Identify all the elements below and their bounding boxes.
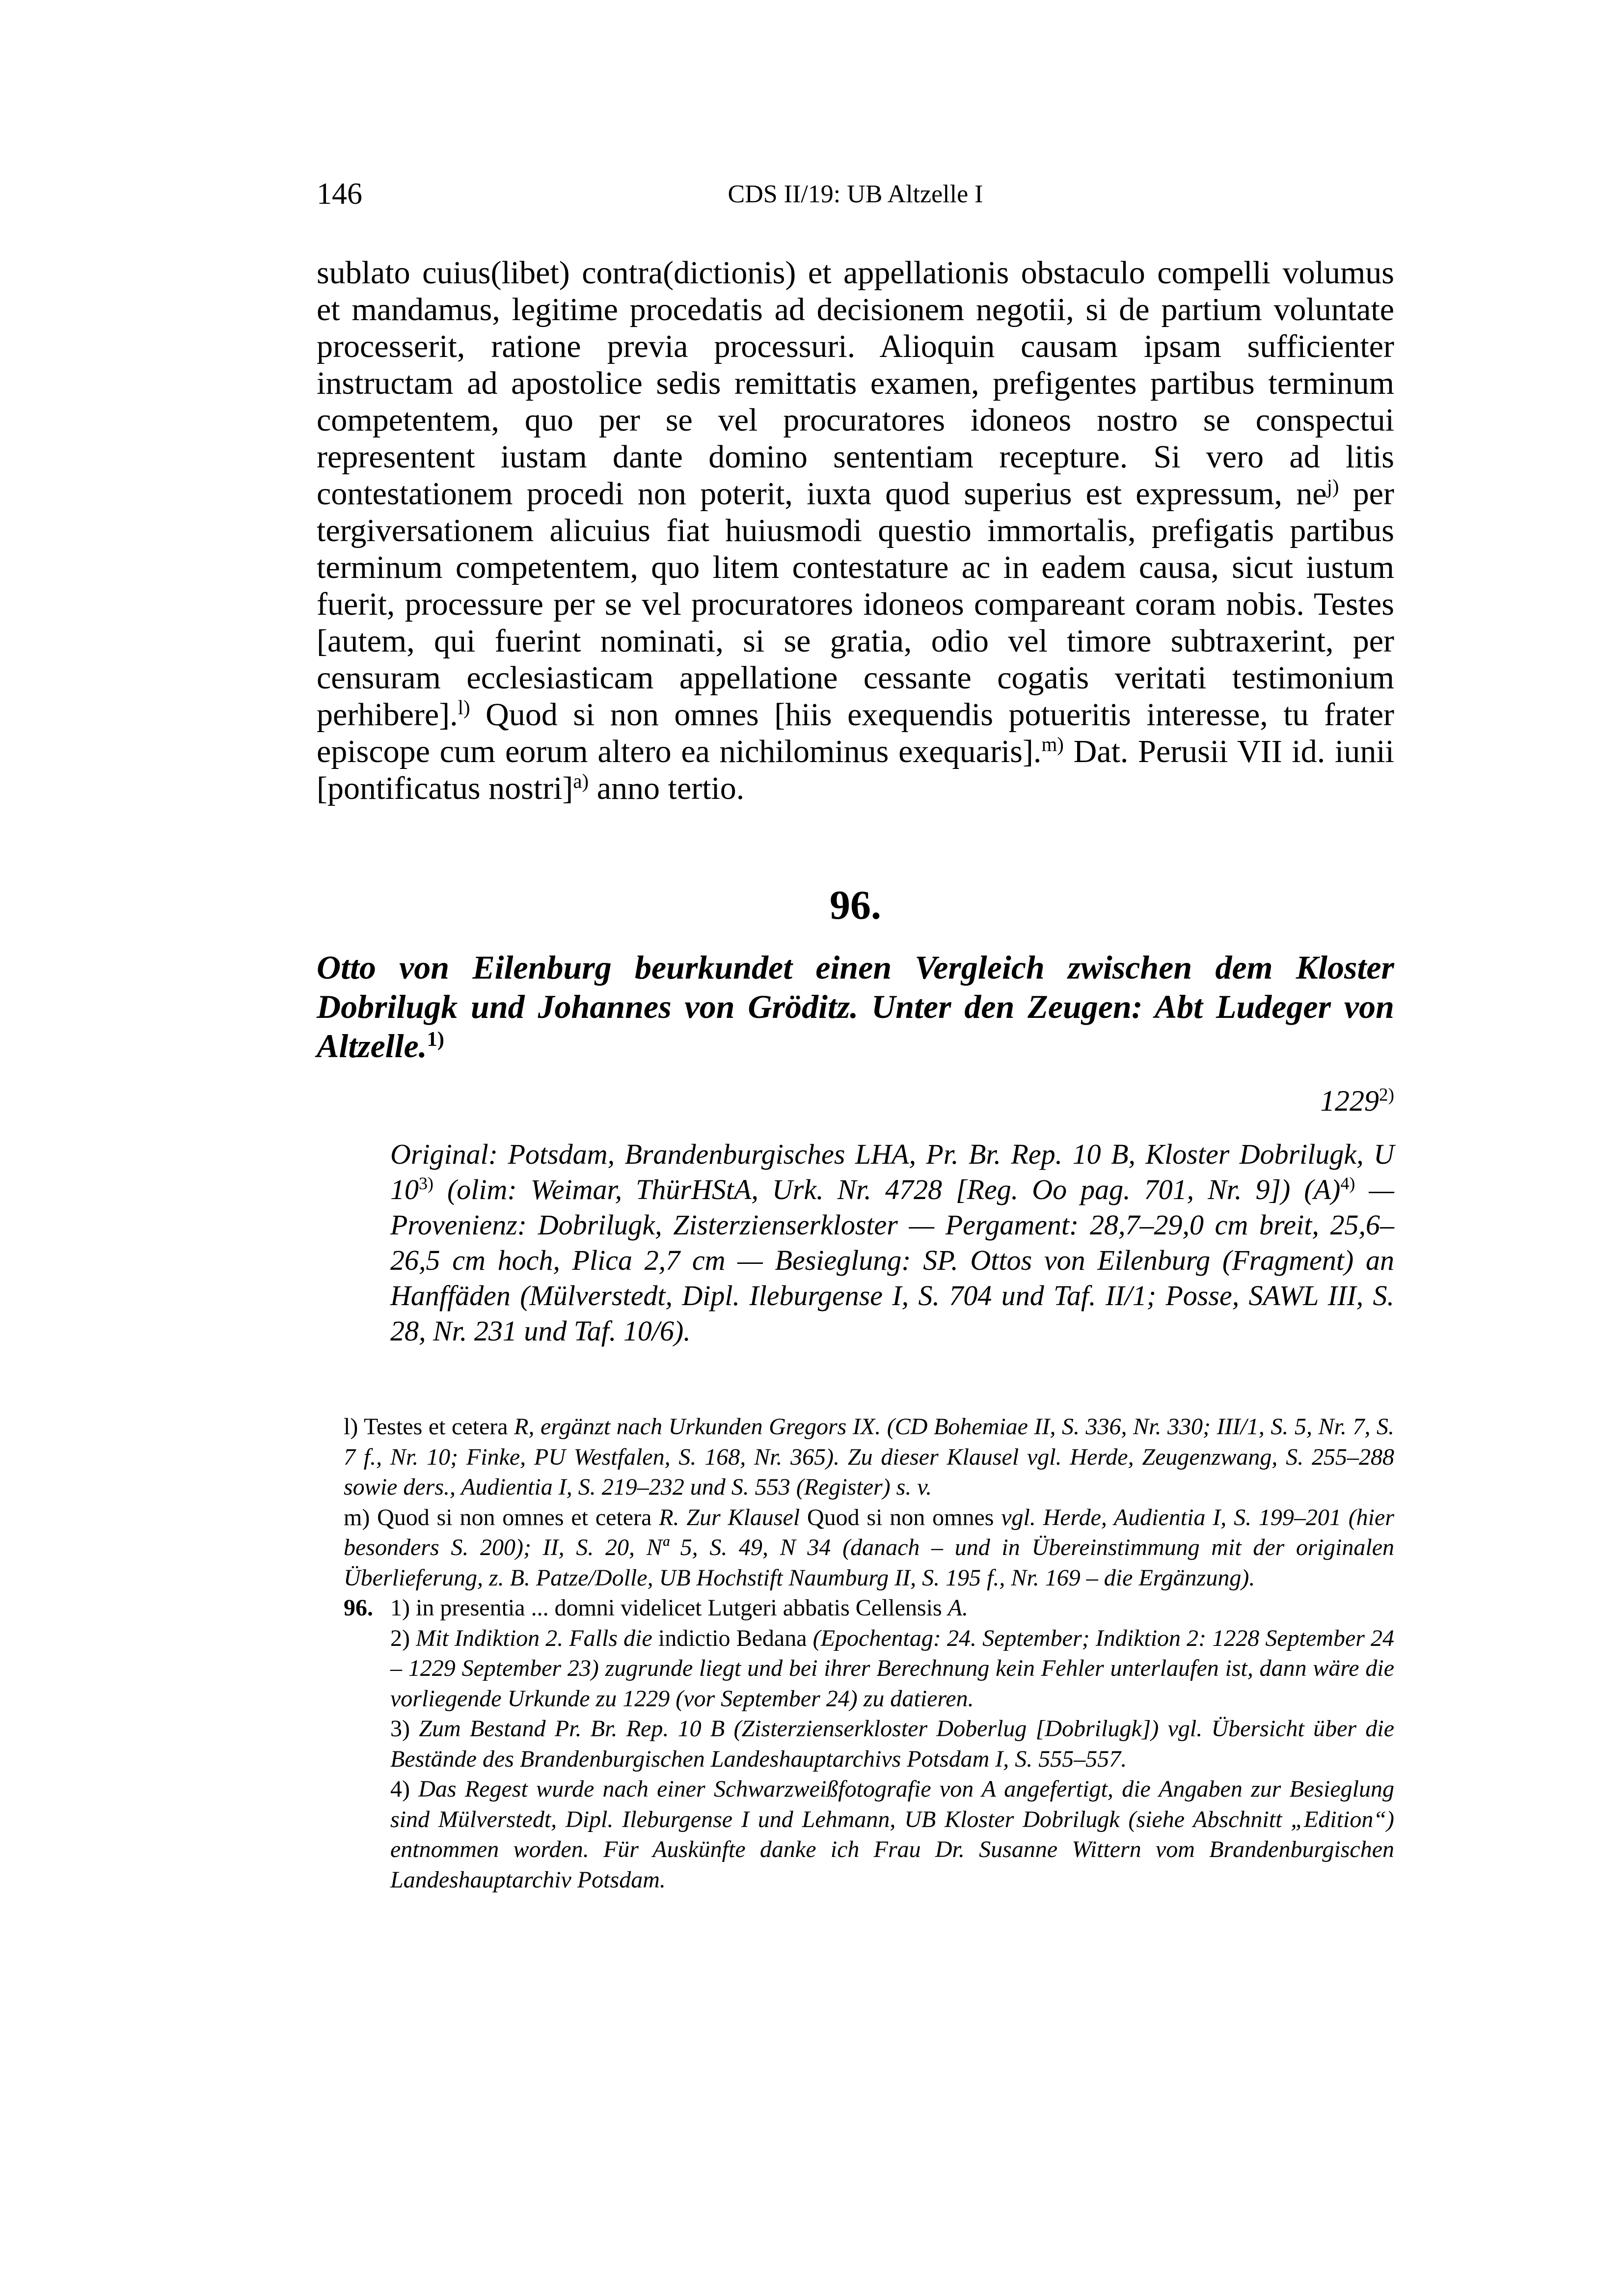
footnote-entry-label xyxy=(344,1623,390,1714)
footnote-entry-label xyxy=(344,1774,390,1895)
text-run: l) Testes et cetera xyxy=(344,1414,514,1440)
footnote-text xyxy=(390,1714,1394,1774)
footnote-text xyxy=(390,1623,1394,1714)
footnote-text xyxy=(344,1503,1394,1593)
entry-date-note-ref: 2) xyxy=(1379,1085,1394,1105)
entry-date-text: 1229 xyxy=(1320,1085,1379,1117)
entry-date xyxy=(317,1084,1394,1118)
footnote xyxy=(344,1412,1394,1503)
body-paragraph xyxy=(317,254,1394,807)
text-run: (olim: Weimar, ThürHStA, Urk. Nr. 4728 [Reg. Oo pag. 701, Nr. 9]) (A) xyxy=(433,1174,1341,1205)
footnote-text xyxy=(390,1593,1394,1623)
text-run: Quod si non omnes xyxy=(807,1504,1001,1531)
text-run: (Epochentag: 24. September; Indiktion 2: 1228 September 24 – 1229 September 23) zugrunde liegt und bei ihrer Berechnung kein Fehler unterlaufen ist, dann wäre die vorliegende Urkunde zu 1229 (vor September 24) zu datieren. xyxy=(390,1625,1395,1712)
text-run: Das Regest wurde nach einer Schwarzweißfotografie von A angefertigt, die Angaben zur Besieglung sind Mülverstedt, Dipl. Ileburgense I und Lehmann, UB Kloster Dobrilugk (siehe Abschnitt „Edition“) entnommen worden. Für Auskünfte danke ich Frau Dr. Susanne Wittern vom Brandenburgischen Landeshauptarchiv Potsdam. xyxy=(390,1776,1395,1893)
footnote-ref: j) xyxy=(1326,475,1339,498)
entry-title-note-ref: 1) xyxy=(427,1027,444,1051)
text-run: A. xyxy=(947,1595,969,1621)
entry-title-text: Otto von Eilenburg beurkundet einen Vergleich zwischen dem Kloster Dobrilugk und Johannes von Gröditz. Unter den Zeugen: Abt Ludeger von Altzelle. xyxy=(317,949,1394,1065)
text-run: Original: Potsdam, Brandenburgisches LHA, Pr. Br. Rep. 10 B, Kloster Dobrilugk, U 10 xyxy=(390,1138,1394,1205)
text-run: 1) in presentia ... domni videlicet Lutgeri abbatis Cellensis xyxy=(390,1595,948,1621)
footnote-text xyxy=(344,1412,1394,1503)
footnote-ref: m) xyxy=(1041,733,1064,756)
page-header xyxy=(317,177,1394,216)
footnote xyxy=(344,1503,1394,1593)
text-run: per tergiversationem alicuius fiat huiusmodi questio immortalis, prefigatis partibus terminum competentem, quo litem contestature ac in eadem causa, sicut iustum fuerit, processure per se vel procuratores idoneos compareant coram nobis. Testes [autem, qui fuerint nominati, si se gratia, odio vel timore subtraxerint, per censuram ecclesiasticam appellatione cessante cogatis veritati testimonium perhibere]. xyxy=(317,476,1395,733)
footnote xyxy=(344,1774,1394,1895)
text-run: — Provenienz: Dobrilugk, Zisterzienserkloster — Pergament: 28,7–29,0 cm breit, 25,6–26,5 cm hoch, Plica 2,7 cm — Besieglung: SP. Ottos von Eilenburg (Fragment) an Hanffäden (Mülverstedt, Dipl. Ileburgense I, S. 704 und Taf. II/1; Posse, SAWL III, S. 28, Nr. 231 und Taf. 10/6). xyxy=(390,1174,1394,1347)
footnote-ref: 3) xyxy=(419,1174,433,1194)
footnotes xyxy=(344,1412,1394,1895)
text-run: indictio Bedana xyxy=(658,1625,813,1651)
footnote-ref: a) xyxy=(573,770,589,793)
footnote-entry-number: 96. xyxy=(344,1595,373,1621)
text-run: vgl. Herde, Audientia I, S. 199–201 (hier besonders S. 200); II, S. 20, Nª 5, S. 49, N 34 (danach – und in Übereinstimmung mit der originalen Überlieferung, z. B. Patze/Dolle, UB Hochstift Naumburg II, S. 195 f., Nr. 169 – die Ergänzung). xyxy=(344,1504,1394,1591)
text-run: R. Zur Klausel xyxy=(659,1504,807,1531)
footnote xyxy=(344,1623,1394,1714)
page-number: 146 xyxy=(317,177,362,211)
footnote-entry-label xyxy=(344,1593,390,1623)
text-run: 3) xyxy=(390,1716,419,1742)
entry-title xyxy=(317,948,1394,1066)
footnote-text xyxy=(390,1774,1394,1895)
footnote xyxy=(344,1714,1394,1774)
text-run: m) Quod si non omnes et cetera xyxy=(344,1504,659,1531)
entry-number: 96. xyxy=(830,882,881,928)
text-run: anno tertio. xyxy=(589,770,745,806)
text-run: Quod si non omnes [hiis exequendis potueritis interesse, tu frater episcope cum eorum altero ea nichilominus exequaris]. xyxy=(317,697,1394,769)
footnote-entry-label xyxy=(344,1714,390,1774)
footnote-ref: 4) xyxy=(1340,1174,1355,1194)
text-run: Mit Indiktion 2. Falls die xyxy=(416,1625,658,1651)
footnote xyxy=(344,1593,1394,1623)
text-run: 2) xyxy=(390,1625,416,1651)
text-run: Zum Bestand Pr. Br. Rep. 10 B (Zisterzienserkloster Doberlug [Dobrilugk]) vgl. Übersicht über die Bestände des Brandenburgischen Landeshauptarchivs Potsdam I, S. 555–557. xyxy=(390,1716,1394,1772)
provenance-description xyxy=(390,1137,1394,1349)
text-run: sublato cuius(libet) contra(dictionis) et appellationis obstaculo compelli volumus et mandamus, legitime procedatis ad decisionem negotii, si de partium voluntate processerit, ratione previa processuri. Alioquin causam ipsam sufficienter instructam ad apostolice sedis remittatis examen, prefigentes partibus terminum competentem, quo per se vel procuratores idoneos nostro se conspectui representent iustam dante domino sententiam recepture. Si vero ad litis contestationem procedi non poterit, iuxta quod superius est expressum, ne xyxy=(317,255,1394,512)
footnote-ref: l) xyxy=(458,696,470,719)
text-run: Dat. Perusii VII id. iunii [pontificatus nostri] xyxy=(317,734,1394,806)
running-title: CDS II/19: UB Altzelle I xyxy=(728,180,983,208)
text-run: 4) xyxy=(390,1776,419,1802)
text-run: R, ergänzt nach Urkunden Gregors IX. (CD Bohemiae II, S. 336, Nr. 330; III/1, S. 5, Nr. 7, S. 7 f., Nr. 10; Finke, PU Westfalen, S. 168, Nr. 365). Zu dieser Klausel vgl. Herde, Zeugenzwang, S. 255–288 sowie ders., Audientia I, S. 219–232 und S. 553 (Register) s. v. xyxy=(344,1414,1394,1500)
